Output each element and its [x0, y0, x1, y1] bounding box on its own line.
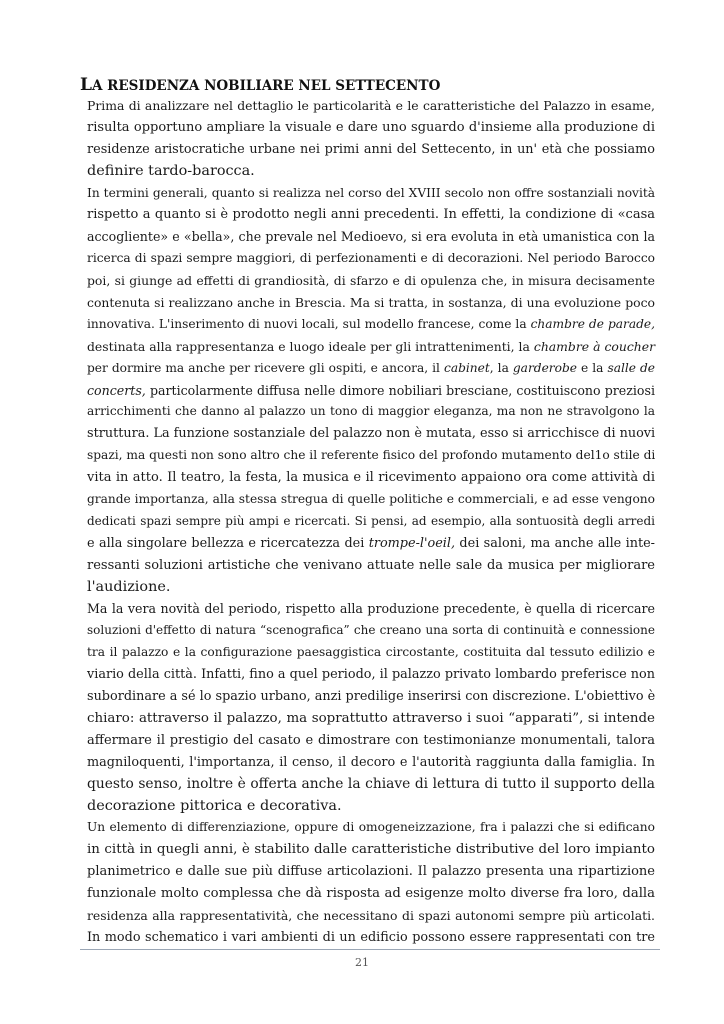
text-run: in città in quegli anni, è stabilito dalle caratteristiche distributive del loro impianto: [87, 842, 655, 858]
text-run: grande importanza, alla stessa stregua di quelle politiche e commerciali, e ad esse vengono: [87, 492, 655, 507]
text-run: subordinare a sé lo spazio urbano, anzi predilige inserirsi con discrezione. L'obiettivo è: [87, 689, 656, 705]
text-line: [87, 686, 655, 708]
text-run: e la: [576, 360, 608, 375]
body-text: [87, 95, 655, 949]
text-line: [87, 598, 655, 620]
text-line: [87, 314, 655, 336]
text-run: Un elemento di differenziazione, oppure di omogeneizzazione, fra i palazzi che si edificano: [87, 820, 655, 835]
text-line: [87, 796, 655, 818]
italic-term: cabinet: [444, 360, 490, 375]
text-run: affermare il prestigio del casato e dimostrare con testimonianze monumentali, talora: [87, 732, 655, 748]
text-run: planimetrico e dalle sue più diffuse articolazioni. Il palazzo presenta una ripartizione: [87, 864, 655, 880]
text-line: [87, 204, 655, 226]
text-line: [87, 117, 655, 139]
text-run: vita in atto. Il teatro, la festa, la musica e il ricevimento appaiono ora come attività di: [87, 470, 655, 486]
text-line: [87, 708, 655, 730]
text-run: In termini generali, quanto si realizza nel corso del XVIII secolo non offre sostanziali novità: [87, 185, 655, 200]
text-line: [87, 139, 655, 161]
text-line: [87, 642, 655, 664]
footer-divider: [80, 949, 660, 950]
text-line: [87, 620, 655, 642]
text-run: particolarmente diffusa nelle dimore nobiliari bresciane, costituiscono preziosi: [145, 382, 655, 398]
text-run: risulta opportuno ampliare la visuale e dare uno sguardo d'insieme alla produzione di: [87, 119, 655, 135]
text-line: [87, 248, 655, 270]
text-line: [87, 905, 655, 927]
text-line: [87, 161, 655, 183]
text-run: decorazione pittorica e decorativa.: [87, 797, 342, 814]
text-line: [87, 533, 655, 555]
text-run: spazi, ma questi non sono altro che il referente fisico del profondo mutamento del1o stile di: [87, 448, 656, 463]
text-run: questo senso, inoltre è offerta anche la chiave di lettura di tutto il supporto della: [87, 775, 655, 792]
text-run: magniloquenti, l'importanza, il censo, il decoro e l'autorità raggiunta dalla famiglia. In: [87, 754, 655, 770]
text-run: Prima di analizzare nel dettaglio le particolarità e le caratteristiche del Palazzo in esame,: [87, 98, 655, 113]
text-line: [87, 183, 655, 205]
text-line: [87, 226, 655, 248]
text-run: tra il palazzo e la configurazione paesaggistica circostante, costituita dal tessuto edilizio e: [87, 645, 655, 660]
text-run: viario della città. Infatti, fino a quel periodo, il palazzo privato lombardo preferisce non: [87, 667, 655, 683]
text-run: dedicati spazi sempre più ampi e ricercati. Si pensi, ad esempio, alla sontuosità degli arredi: [87, 513, 655, 528]
text-run: destinata alla rappresentanza e luogo ideale per gli intrattenimenti, la: [87, 338, 534, 354]
page-number: 21: [355, 956, 369, 969]
text-line: [87, 380, 655, 402]
text-run: rispetto a quanto si è prodotto negli anni precedenti. In effetti, la condizione di «casa: [87, 207, 655, 223]
text-run: poi, si giunge ad effetti di grandiosità, di sfarzo e di opulenza che, in misura decisamente: [87, 273, 655, 289]
text-run: Ma la vera novità del periodo, rispetto alla produzione precedente, è quella di ricercare: [87, 601, 655, 617]
text-line: [87, 401, 655, 423]
heading-text: A RESIDENZA NOBILIARE NEL SETTECENTO: [91, 78, 441, 94]
section-heading: [80, 75, 440, 95]
text-line: [87, 336, 655, 358]
text-run: innovativa. L'inserimento di nuovi locali, sul modello francese, come la: [87, 316, 531, 331]
text-line: [87, 555, 655, 577]
text-run: l'audizione.: [87, 578, 171, 595]
text-run: accogliente» e «bella», che prevale nel Medioevo, si era evoluta in età umanistica con la: [87, 229, 655, 245]
text-line: [87, 270, 655, 292]
text-line: [87, 489, 655, 511]
text-run: residenza alla rappresentatività, che necessitano di spazi autonomi sempre più articolati.: [87, 907, 655, 923]
text-line: [87, 774, 655, 796]
text-line: [87, 839, 655, 861]
text-run: funzionale molto complessa che dà risposta ad esigenze molto diverse fra loro, dalla: [87, 886, 655, 902]
text-run: chiaro: attraverso il palazzo, ma soprattutto attraverso i suoi “apparati”, si intende: [87, 710, 655, 726]
italic-term: garderobe: [512, 360, 577, 375]
text-line: [87, 752, 655, 774]
text-line: [87, 927, 655, 949]
heading-initial: L: [80, 75, 92, 95]
text-run: In modo schematico i vari ambienti di un edificio possono essere rappresentati con tre: [87, 929, 655, 945]
text-line: [87, 467, 655, 489]
text-line: [87, 577, 655, 599]
text-run: per dormire ma anche per ricevere gli ospiti, e ancora, il: [87, 360, 444, 375]
text-line: [87, 445, 655, 467]
text-run: definire tardo-barocca.: [87, 162, 255, 179]
text-run: , la: [489, 360, 513, 375]
text-line: [87, 664, 655, 686]
text-run: dei saloni, ma anche alle inte-: [455, 535, 655, 551]
text-line: [87, 358, 655, 380]
text-run: struttura. La funzione sostanziale del palazzo non è mutata, esso si arricchisce di nuovi: [87, 426, 656, 442]
italic-term: trompe-l'oeil,: [368, 535, 456, 551]
text-run: soluzioni d'effetto di natura “scenografica” che creano una sorta di continuità e connessione: [87, 623, 655, 638]
text-run: residenze aristocratiche urbane nei primi anni del Settecento, in un' età che possiamo: [87, 141, 655, 157]
text-run: contenuta si realizzano anche in Brescia. Ma si tratta, in sostanza, di una evoluzione poco: [87, 295, 655, 311]
italic-term: concerts,: [87, 382, 146, 398]
text-run: e alla singolare bellezza e ricercatezza dei: [87, 535, 369, 551]
italic-term: chambre à coucher: [533, 338, 655, 354]
text-run: ressanti soluzioni artistiche che venivano attuate nelle sale da musica per migliorare: [87, 557, 655, 573]
text-line: [87, 861, 655, 883]
text-line: [87, 292, 655, 314]
text-line: [87, 817, 655, 839]
text-run: ricerca di spazi sempre maggiori, di perfezionamenti e di decorazioni. Nel periodo Barocco: [87, 251, 655, 266]
italic-term: salle de: [607, 360, 656, 375]
text-line: [87, 95, 655, 117]
text-line: [87, 423, 655, 445]
text-line: [87, 730, 655, 752]
text-line: [87, 883, 655, 905]
text-line: [87, 511, 655, 533]
text-run: arricchimenti che danno al palazzo un tono di maggior eleganza, ma non ne stravolgono la: [87, 404, 655, 419]
italic-term: chambre de parade,: [530, 316, 655, 331]
